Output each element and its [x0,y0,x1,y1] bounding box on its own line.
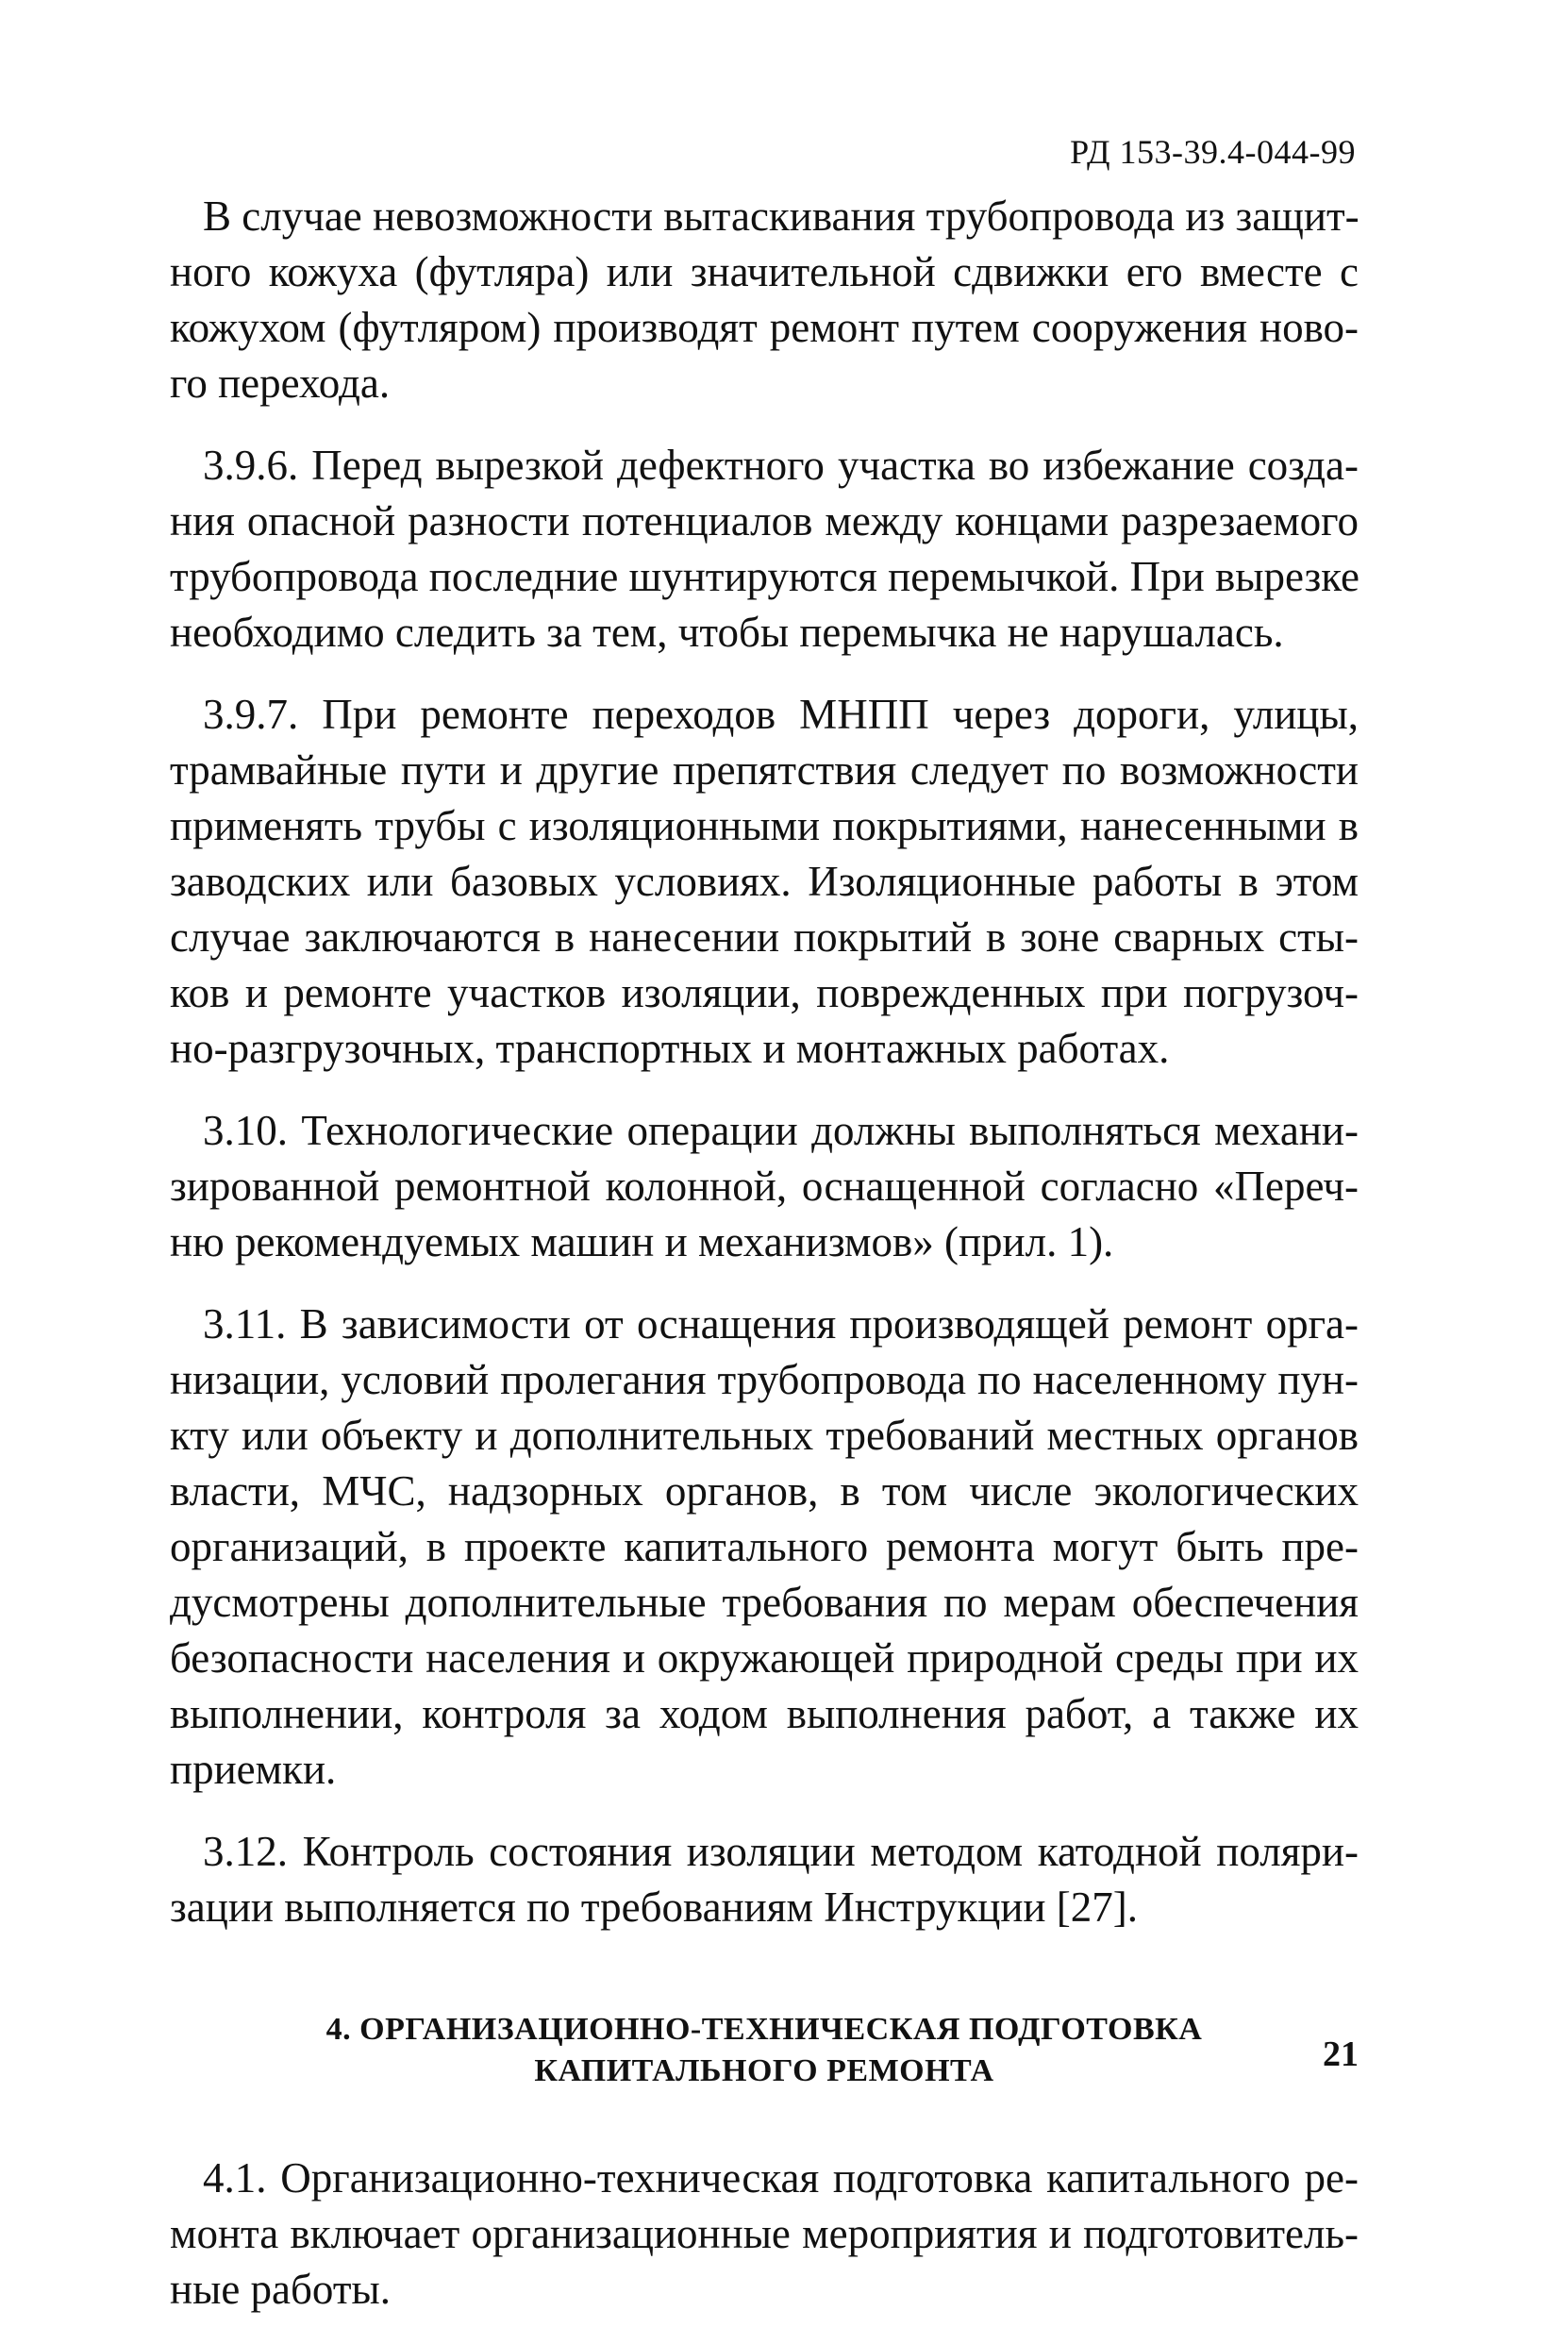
text-line: 3.12. Контроль состояния изоляции методом катодной поляри- [203,1828,1359,1875]
paragraph [170,1103,1359,1270]
text-line: выполнении, контроля за ходом выполнения работ, а также их [170,1690,1359,1737]
text-line: монта включает организационные мероприятия и подготовитель- [170,2210,1359,2257]
text-line: зированной ремонтной колонной, оснащенной согласно «Переч- [170,1163,1359,1210]
text-line: 3.11. В зависимости от оснащения производящей ремонт орга- [203,1300,1359,1348]
text-line: кту или объекту и дополнительных требований местных органов [170,1412,1359,1459]
text-line: заводских или базовых условиях. Изоляционные работы в этом [170,858,1359,905]
text-line: власти, МЧС, надзорных органов, в том числе экологических [170,1467,1359,1515]
paragraph [170,1297,1359,1798]
paragraph [170,189,1359,411]
text-line: 3.10. Технологические операции должны выполняться механи- [203,1107,1359,1154]
section-heading [170,2009,1359,2092]
text-line: применять трубы с изоляционными покрытиями, нанесенными в [170,802,1359,849]
paragraph [170,687,1359,1077]
document-code: РД 153-39.4-044-99 [1070,133,1356,171]
text-line: ню рекомендуемых машин и механизмов» (прил. 1). [170,1218,1114,1265]
text-line: случае заключаются в нанесении покрытий в зоне сварных сты- [170,913,1359,961]
text-line: приемки. [170,1746,337,1793]
text-line: ния опасной разности потенциалов между концами разрезаемого [170,497,1359,544]
text-line: дусмотрены дополнительные требования по мерам обеспечения [170,1579,1359,1626]
text-line: низации, условий пролегания трубопровода по населенному пун- [170,1356,1359,1403]
text-line: ные работы. [170,2266,391,2313]
text-line: ков и ремонте участков изоляции, поврежденных при погрузоч- [170,969,1359,1016]
text-line: безопасности населения и окружающей природной среды при их [170,1634,1359,1682]
text-line: 3.9.7. При ремонте переходов МНПП через дороги, улицы, [203,691,1359,738]
text-line: В случае невозможности вытаскивания трубопровода из защит- [203,193,1359,240]
text-line: кожухом (футляром) производят ремонт путем сооружения ново- [170,304,1359,351]
page-content [170,189,1359,2344]
paragraph [170,1824,1359,1935]
text-line: 3.9.6. Перед вырезкой дефектного участка во избежание созда- [203,442,1359,489]
section-heading-line: 4. ОРГАНИЗАЦИОННО-ТЕХНИЧЕСКАЯ ПОДГОТОВКА [325,2012,1203,2047]
text-line: зации выполняется по требованиям Инструкции [27]. [170,1884,1138,1931]
paragraph [170,2151,1359,2318]
text-line: трамвайные пути и другие препятствия следует по возможности [170,746,1359,794]
page-number: 21 [1323,2034,1359,2074]
text-line: но-разгрузочных, транспортных и монтажных работах. [170,1025,1170,1072]
text-line: 4.1. Организационно-техническая подготовка капитального ре- [203,2154,1359,2202]
text-line: го перехода. [170,360,391,407]
section-heading-line: КАПИТАЛЬНОГО РЕМОНТА [534,2053,994,2088]
text-line: ного кожуха (футляра) или значительной сдвижки его вместе с [170,248,1359,295]
text-line: организаций, в проекте капитального ремонта могут быть пре- [170,1523,1359,1570]
text-line: необходимо следить за тем, чтобы перемычка не нарушалась. [170,609,1284,656]
text-line: трубопровода последние шунтируются перемычкой. При вырезке [170,553,1359,600]
paragraph [170,438,1359,661]
